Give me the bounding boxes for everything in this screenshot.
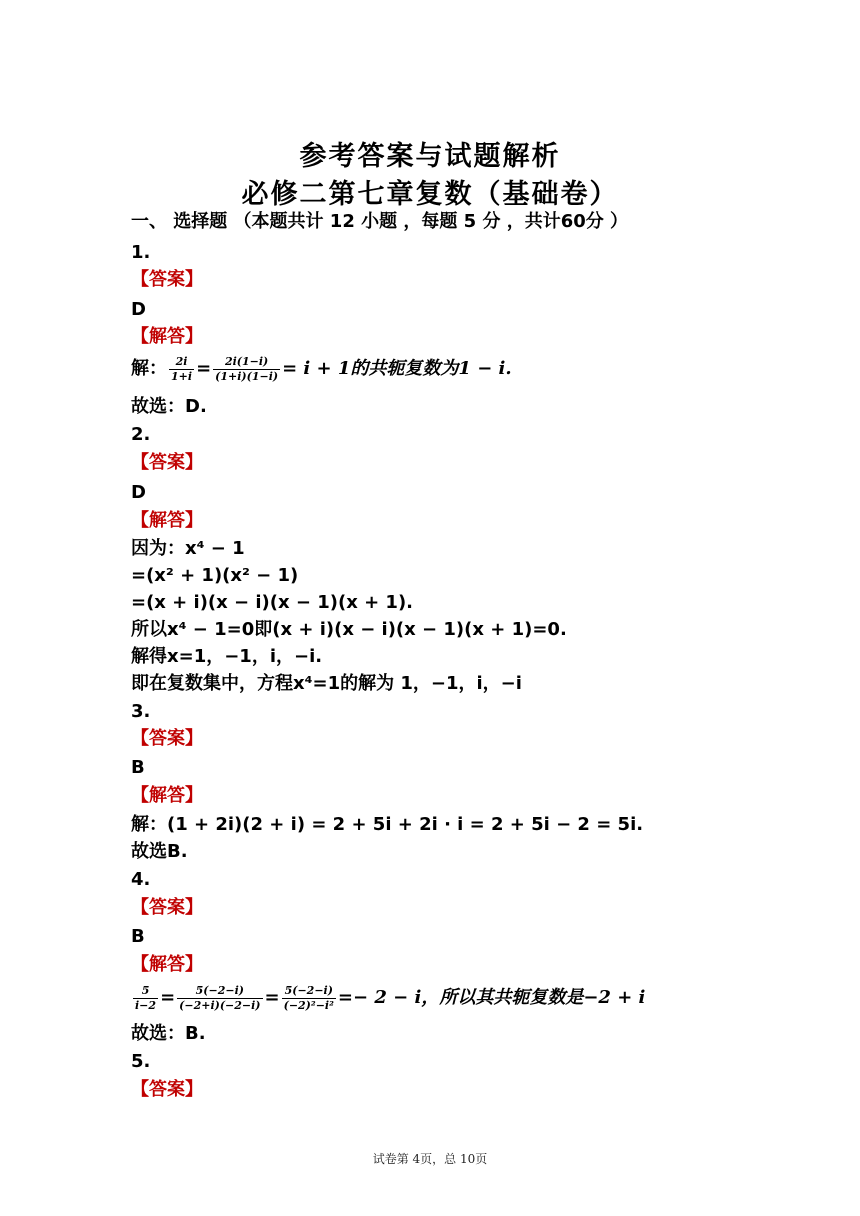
q2-solution-line: 因为：x⁴ − 1	[131, 538, 245, 559]
q1-number: 1.	[131, 242, 151, 263]
q4-fraction-2	[177, 984, 262, 1013]
q4-fraction-1	[133, 984, 158, 1013]
q1-fraction-1-numerator: 2i	[169, 355, 194, 370]
q1-fraction-2-denominator: (1+i)(1−i)	[215, 369, 279, 383]
q4-equals-1: =	[160, 987, 176, 1008]
q5-answer-label: 【答案】	[131, 1079, 203, 1100]
q1-fraction-1	[169, 355, 194, 384]
page-subtitle: 必修二第七章复数（基础卷）	[241, 179, 619, 210]
q1-fraction-2	[213, 355, 280, 384]
q4-fraction-3	[282, 984, 336, 1013]
q1-solution-tail: = i + 1的共轭复数为1 − i.	[282, 358, 512, 379]
q4-fraction-1-numerator: 5	[133, 984, 158, 999]
q4-fraction-1-denominator: i−2	[135, 998, 157, 1012]
q2-answer-label: 【答案】	[131, 452, 203, 473]
q1-conclusion: 故选：D.	[131, 396, 207, 417]
q2-solution-line: 所以x⁴ − 1=0即(x + i)(x − i)(x − 1)(x + 1)=0.	[131, 619, 567, 640]
q4-solution-tail: =− 2 − i，所以其共轭复数是−2 + i	[337, 987, 646, 1008]
q3-conclusion: 故选B.	[131, 841, 188, 862]
q3-number: 3.	[131, 701, 151, 722]
q1-fraction-1-denominator: 1+i	[171, 369, 193, 383]
q1-answer-label: 【答案】	[131, 269, 203, 290]
q2-solution-label: 【解答】	[131, 510, 203, 531]
q3-answer: B	[131, 757, 145, 778]
q4-fraction-3-numerator: 5(−2−i)	[282, 984, 336, 999]
q1-solution-label: 【解答】	[131, 326, 203, 347]
q1-equals: =	[196, 358, 212, 379]
q4-fraction-3-denominator: (−2)²−i²	[283, 998, 334, 1012]
q4-answer: B	[131, 926, 145, 947]
q1-answer: D	[131, 299, 146, 320]
q4-solution-line	[131, 980, 645, 1016]
q2-solution-line: 解得x=1，−1，i，−i.	[131, 646, 323, 667]
q1-solution-prefix: 解：	[131, 358, 167, 379]
q3-answer-label: 【答案】	[131, 728, 203, 749]
q3-solution-label: 【解答】	[131, 785, 203, 806]
q4-fraction-2-numerator: 5(−2−i)	[177, 984, 262, 999]
q4-conclusion: 故选：B.	[131, 1023, 206, 1044]
section-heading: 一、 选择题 （本题共计 12 小题 ，每题 5 分 ，共计60分 ）	[131, 211, 629, 232]
q3-solution-line: 解：(1 + 2i)(2 + i) = 2 + 5i + 2i · i = 2 + 5i − 2 = 5i.	[131, 814, 644, 835]
q5-number: 5.	[131, 1051, 151, 1072]
q4-equals-2: =	[264, 987, 280, 1008]
q4-answer-label: 【答案】	[131, 897, 203, 918]
q2-answer: D	[131, 482, 146, 503]
q1-solution-line	[131, 352, 512, 386]
q4-solution-label: 【解答】	[131, 954, 203, 975]
q2-solution-line: 即在复数集中，方程x⁴=1的解为 1，−1，i，−i	[131, 673, 522, 694]
page-title: 参考答案与试题解析	[299, 141, 561, 172]
q1-fraction-2-numerator: 2i(1−i)	[213, 355, 280, 370]
q4-number: 4.	[131, 869, 151, 890]
q2-solution-line: =(x² + 1)(x² − 1)	[131, 565, 299, 586]
q2-solution-line: =(x + i)(x − i)(x − 1)(x + 1).	[131, 592, 414, 613]
q4-fraction-2-denominator: (−2+i)(−2−i)	[179, 998, 261, 1012]
page-footer: 试卷第 4页，总 10页	[372, 1152, 488, 1166]
q2-number: 2.	[131, 424, 151, 445]
